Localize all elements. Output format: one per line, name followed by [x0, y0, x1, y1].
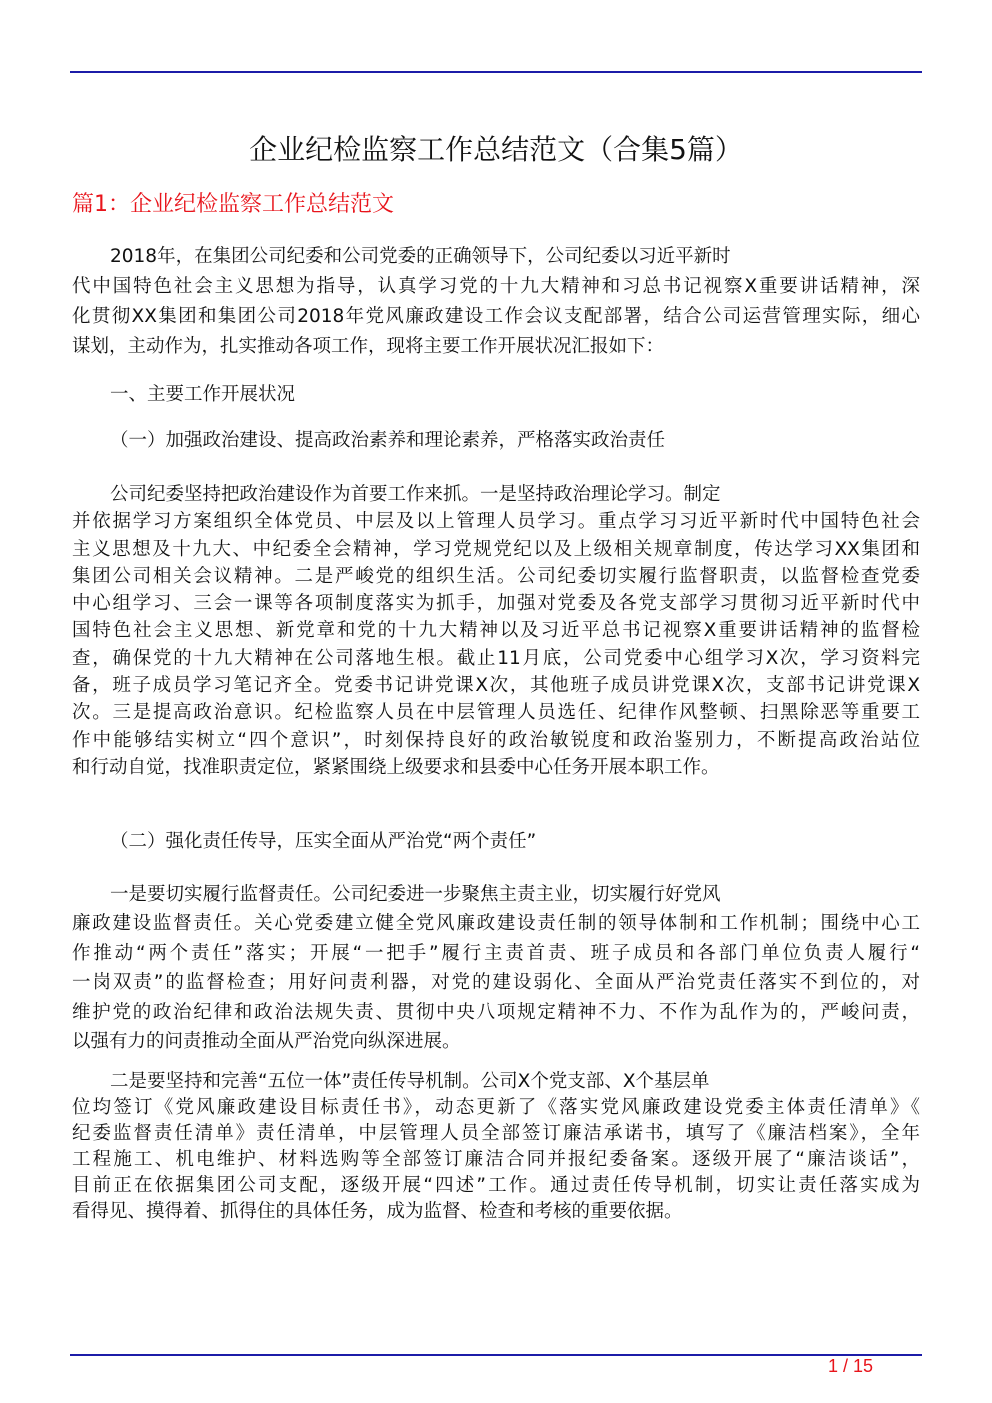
text-line: 备，班子成员学习笔记齐全。党委书记讲党课X次，其他班子成员讲党课X次，支部书记讲党课X: [72, 675, 920, 697]
text-line: 主义思想及十九大、中纪委全会精神，学习党规党纪以及上级相关规章制度，传达学习XX集团和: [72, 538, 920, 560]
text-line: 集团公司相关会议精神。二是严峻党的组织生活。公司纪委切实履行监督职责，以监督检查党委: [72, 565, 920, 587]
text-line: 看得见、摸得着、抓得住的具体任务，成为监督、检查和考核的重要依据。: [72, 1201, 683, 1222]
header-rule: [70, 71, 922, 73]
text-line: 以强有力的问责推动全面从严治党向纵深进展。: [72, 1031, 461, 1053]
document-title: 企业纪检监察工作总结范文（合集5篇）: [249, 133, 743, 166]
text-line: 廉政建设监督责任。关心党委建立健全党风廉政建设责任制的领导体制和工作机制；围绕中心工: [72, 913, 920, 935]
paragraph-supervision: [72, 880, 920, 1056]
text-line: 目前正在依据集团公司支配，逐级开展“四述”工作。通过责任传导机制，切实让责任落实成为: [72, 1175, 920, 1196]
page-number: 1 / 15: [828, 1356, 874, 1376]
heading-main-work: [72, 380, 920, 410]
text-line: 查，确保党的十九大精神在公司落地生根。截止11月底，公司党委中心组学习X次，学习资料完: [72, 647, 920, 669]
text-line: 位均签订《党风廉政建设目标责任书》，动态更新了《落实党风廉政建设党委主体责任清单》《: [72, 1097, 920, 1118]
text-line: 工程施工、机电维护、材料选购等全部签订廉洁合同并报纪委备案。逐级开展了“廉洁谈话”，: [72, 1149, 920, 1170]
paragraph-political-building: [72, 481, 920, 781]
text-line: 公司纪委坚持把政治建设作为首要工作来抓。一是坚持政治理论学习。制定: [110, 484, 721, 505]
text-line: 次。三是提高政治意识。纪检监察人员在中层管理人员选任、纪律作风整顿、扫黑除恶等重要工: [72, 702, 920, 724]
text-line: 2018年，在集团公司纪委和公司党委的正确领导下，公司纪委以习近平新时: [110, 246, 731, 267]
text-line: 化贯彻XX集团和集团公司2018年党风廉政建设工作会议支配部署，结合公司运营管理实际，细心: [72, 306, 920, 327]
text-line: 并依据学习方案组织全体党员、中层及以上管理人员学习。重点学习习近平新时代中国特色社会: [72, 511, 920, 533]
text-line: （二）强化责任传导，压实全面从严治党“两个责任”: [110, 831, 537, 852]
subheading-responsibility: [72, 827, 920, 857]
text-line: 谋划，主动作为，扎实推动各项工作，现将主要工作开展状况汇报如下：: [72, 336, 665, 357]
text-line: 二是要坚持和完善“五位一体”责任传导机制。公司X个党支部、X个基层单: [110, 1071, 710, 1092]
text-line: 国特色社会主义思想、新党章和党的十九大精神以及习近平总书记视察X重要讲话精神的监督检: [72, 620, 920, 642]
text-line: 一岗双责”的监督检查；用好问责利器，对党的建设弱化、全面从严治党责任落实不到位的，对: [72, 972, 920, 994]
text-line: （一）加强政治建设、提高政治素养和理论素养，严格落实政治责任: [110, 430, 666, 451]
text-line: 一是要切实履行监督责任。公司纪委进一步聚焦主责主业，切实履行好党风: [110, 884, 721, 905]
text-line: 作中能够结实树立“四个意识”，时刻保持良好的政治敏锐度和政治鉴别力，不断提高政治站位: [72, 729, 920, 751]
text-line: 维护党的政治纪律和政治法规失责、贯彻中央八项规定精神不力、不作为乱作为的，严峻问责，: [72, 1001, 920, 1023]
section-heading: 篇1：企业纪检监察工作总结范文: [72, 192, 394, 217]
paragraph-intro: [72, 242, 920, 362]
text-line: 一、主要工作开展状况: [110, 384, 296, 405]
footer-rule: [70, 1354, 922, 1356]
text-line: 作推动“两个责任”落实；开展“一把手”履行主责首责、班子成员和各部门单位负责人履行“: [72, 942, 920, 964]
text-line: 纪委监督责任清单》责任清单，中层管理人员全部签订廉洁承诺书，填写了《廉洁档案》，全年: [72, 1123, 920, 1144]
paragraph-five-in-one: [72, 1069, 920, 1225]
subheading-political-building: [72, 426, 920, 456]
text-line: 代中国特色社会主义思想为指导，认真学习党的十九大精神和习总书记视察X重要讲话精神，深: [72, 276, 920, 297]
text-line: 和行动自觉，找准职责定位，紧紧围绕上级要求和县委中心任务开展本职工作。: [72, 756, 720, 778]
text-line: 中心组学习、三会一课等各项制度落实为抓手，加强对党委及各党支部学习贯彻习近平新时代中: [72, 593, 920, 615]
